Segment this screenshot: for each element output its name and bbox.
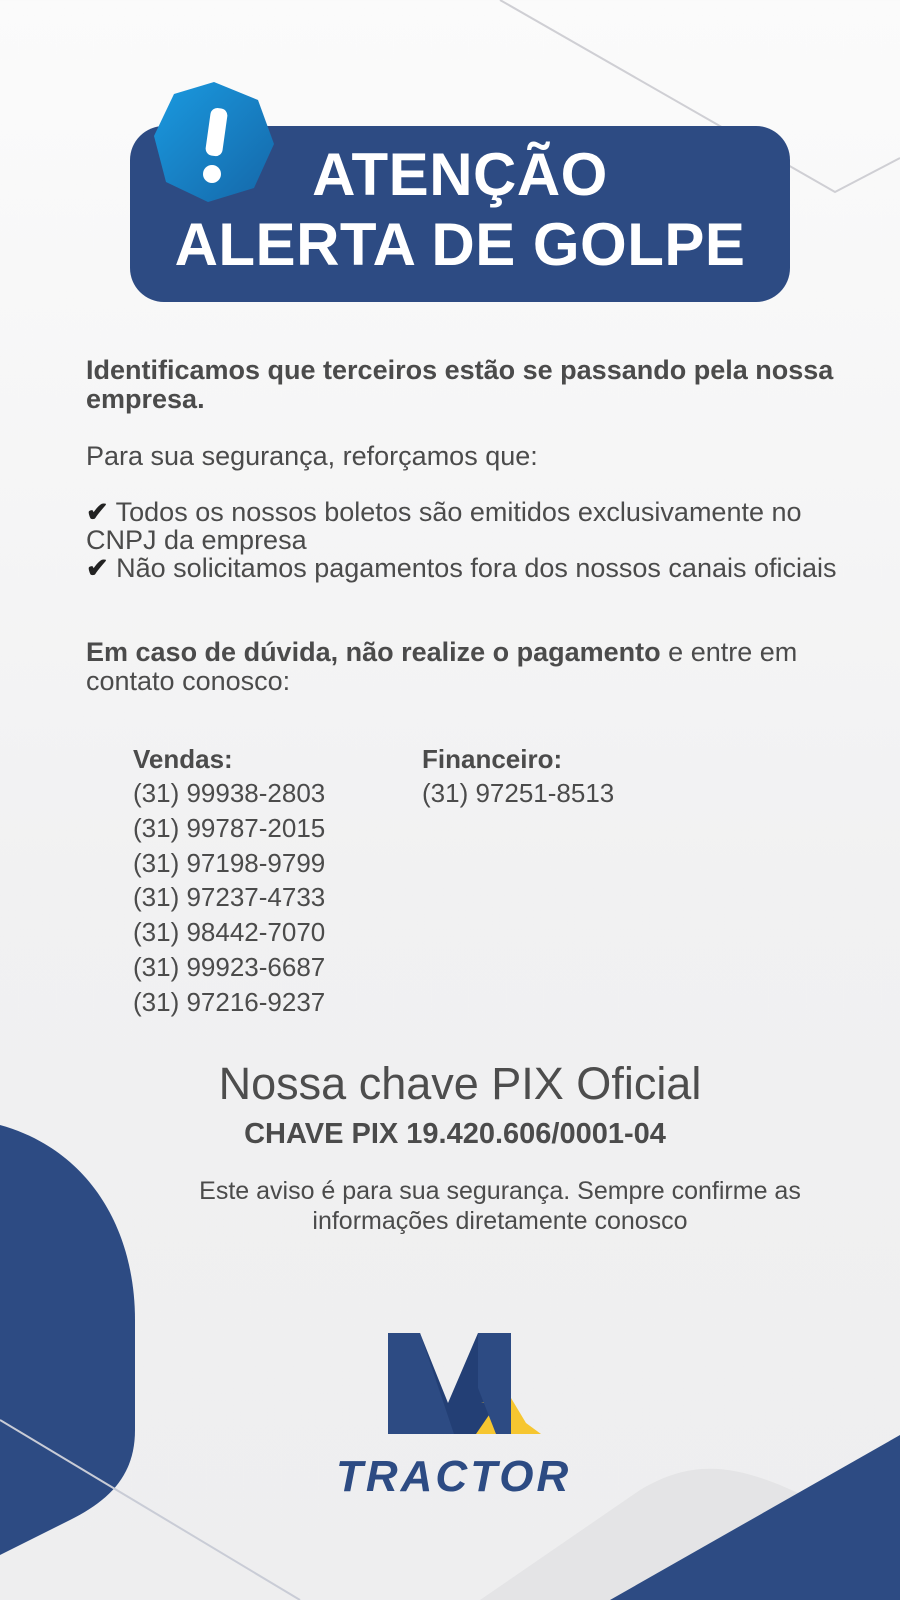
sales-phone: (31) 99923-6687 xyxy=(133,951,326,982)
sales-title: Vendas: xyxy=(133,744,233,774)
sales-phone: (31) 97198-9799 xyxy=(133,847,326,878)
cta-bold-text: Em caso de dúvida, não realize o pagamento xyxy=(86,637,661,667)
checkmark-icon: ✔ xyxy=(86,497,109,527)
sales-contacts xyxy=(133,742,325,1020)
sales-phone: (31) 99938-2803 xyxy=(133,778,326,808)
exclamation-icon xyxy=(150,78,278,206)
bullet-text: Não solicitamos pagamentos fora dos nossos canais oficiais xyxy=(116,553,837,583)
contact-call-to-action xyxy=(86,638,846,696)
pix-key: CHAVE PIX 19.420.606/0001-04 xyxy=(244,1118,666,1150)
checkmark-icon: ✔ xyxy=(86,553,109,583)
brand-name: TRACTOR xyxy=(336,1452,572,1501)
finance-title: Financeiro: xyxy=(422,744,563,774)
pix-title: Nossa chave PIX Oficial xyxy=(218,1058,702,1109)
sales-phone: (31) 98442-7070 xyxy=(133,917,326,948)
security-notice: Este aviso é para sua segurança. Sempre confirme as informações diretamente conosco xyxy=(199,1177,801,1235)
finance-phone: (31) 97251-8513 xyxy=(422,778,615,808)
sales-phone: (31) 99787-2015 xyxy=(133,812,326,843)
bullet-list xyxy=(86,498,846,582)
bullet-item xyxy=(86,554,846,582)
sales-phone: (31) 97216-9237 xyxy=(133,986,326,1017)
cta-rest-text: e entre em contato conosco: xyxy=(86,637,798,696)
finance-contacts xyxy=(422,742,614,811)
lead-text: Para sua segurança, reforçamos que: xyxy=(86,441,538,471)
bullet-text: Todos os nossos boletos são emitidos exclusivamente no CNPJ da empresa xyxy=(86,497,802,555)
bullet-item xyxy=(86,498,846,554)
alert-banner-line1: ATENÇÃO xyxy=(312,141,608,208)
intro-text: Identificamos que terceiros estão se passando pela nossa empresa. xyxy=(86,355,834,414)
sales-phone: (31) 97237-4733 xyxy=(133,882,326,913)
alert-banner-line2: ALERTA DE GOLPE xyxy=(174,211,746,278)
